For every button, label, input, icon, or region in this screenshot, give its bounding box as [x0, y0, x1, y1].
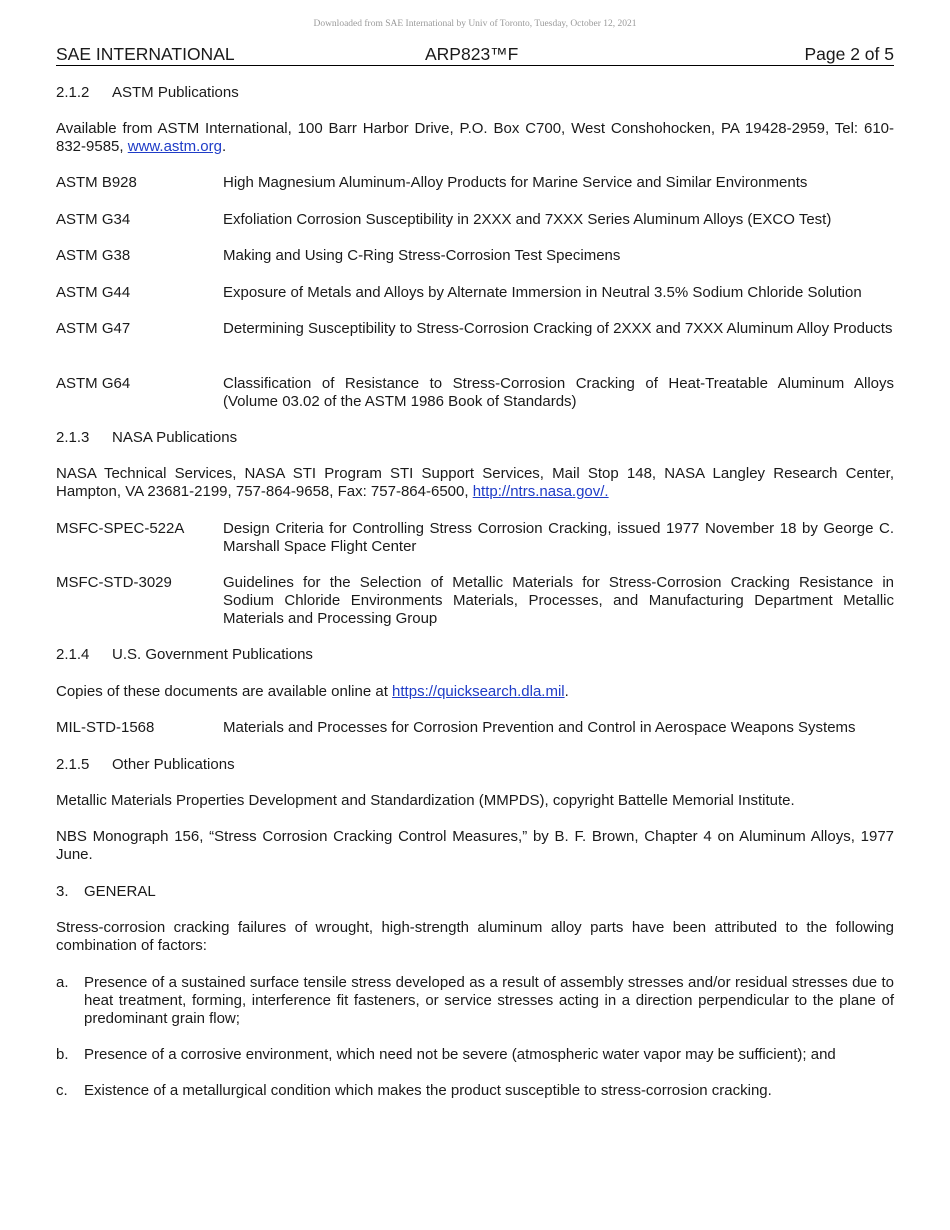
reference-code: ASTM G64	[56, 375, 131, 392]
reference-title: Design Criteria for Controlling Stress Corrosion Cracking, issued 1977 November 18 by George C. Marshall Space Flight Center	[223, 520, 894, 555]
paragraph-end: .	[564, 683, 569, 700]
reference-msfc-spec-522a	[56, 520, 894, 556]
nasa-website-link[interactable]: http://ntrs.nasa.gov/.	[472, 483, 609, 500]
reference-title: Determining Susceptibility to Stress-Corrosion Cracking of 2XXX and 7XXX Aluminum Alloy Products	[223, 320, 893, 337]
reference-code: MSFC-SPEC-522A	[56, 520, 185, 537]
reference-code: ASTM G47	[56, 320, 131, 337]
paragraph-text: Copies of these documents are available online at	[56, 683, 393, 700]
reference-code: ASTM G34	[56, 211, 131, 228]
reference-astm-b928	[56, 174, 894, 192]
download-watermark: Downloaded from SAE International by Univ of Toronto, Tuesday, October 12, 2021	[313, 19, 637, 29]
list-text: Existence of a metallurgical condition which makes the product susceptible to stress-corrosion cracking.	[84, 1082, 772, 1099]
reference-code: ASTM G44	[56, 284, 131, 301]
reference-title: Exfoliation Corrosion Susceptibility in 2XXX and 7XXX Series Aluminum Alloys (EXCO Test)	[223, 211, 832, 228]
general-intro-paragraph	[56, 919, 894, 955]
section-title: GENERAL	[84, 883, 156, 900]
nbs-monograph-paragraph	[56, 828, 894, 864]
header-publisher: SAE INTERNATIONAL	[56, 44, 235, 64]
list-marker: b.	[56, 1046, 69, 1063]
reference-title: Classification of Resistance to Stress-Corrosion Cracking of Heat-Treatable Aluminum Alloys (Volume 03.02 of the ASTM 1986 Book of Standards)	[223, 375, 894, 410]
section-title: ASTM Publications	[112, 84, 239, 101]
section-number: 2.1.2	[56, 84, 90, 101]
reference-title: Guidelines for the Selection of Metallic Materials for Stress-Corrosion Cracking Resistance in Sodium Chloride Environments Materials, Processes, and Manufacturing Department Metallic Materials and Processing Group	[223, 574, 894, 627]
list-item-b	[56, 1046, 894, 1064]
section-number: 2.1.4	[56, 646, 90, 663]
paragraph-text: NASA Technical Services, NASA STI Program STI Support Services, Mail Stop 148, NASA Langley Research Center, Hampton, VA 23681-2199, 757-864-9658, Fax: 757-864-6500,	[56, 465, 894, 500]
astm-address-paragraph	[56, 120, 894, 156]
reference-astm-g44	[56, 284, 894, 302]
section-number: 2.1.3	[56, 429, 90, 446]
section-heading-2-1-4	[56, 646, 313, 664]
astm-website-link[interactable]: www.astm.org	[127, 138, 222, 155]
reference-code: MIL-STD-1568	[56, 719, 155, 736]
gov-copies-paragraph	[56, 683, 894, 701]
list-text: Presence of a corrosive environment, which need not be severe (atmospheric water vapor may be sufficient); and	[84, 1046, 836, 1063]
section-number: 2.1.5	[56, 756, 90, 773]
section-heading-2-1-2	[56, 84, 239, 102]
page-header	[56, 44, 894, 66]
reference-title: Making and Using C-Ring Stress-Corrosion Test Specimens	[223, 247, 621, 264]
list-marker: a.	[56, 974, 69, 991]
section-heading-2-1-3	[56, 429, 237, 447]
paragraph-text: Available from ASTM International, 100 Barr Harbor Drive, P.O. Box C700, West Conshohocken, PA 19428-2959, Tel: 610-832-9585,	[56, 120, 894, 155]
reference-code: ASTM G38	[56, 247, 131, 264]
paragraph-end: .	[221, 138, 227, 155]
paragraph-text: Stress-corrosion cracking failures of wrought, high-strength aluminum alloy parts have been attributed to the following combination of factors:	[56, 919, 894, 954]
section-title: Other Publications	[112, 756, 235, 773]
reference-astm-g38	[56, 247, 894, 265]
section-heading-3	[56, 883, 156, 901]
reference-title: Materials and Processes for Corrosion Prevention and Control in Aerospace Weapons Systems	[223, 719, 856, 736]
list-item-a	[56, 974, 894, 1028]
quicksearch-link[interactable]: https://quicksearch.dla.mil	[392, 683, 565, 700]
reference-astm-g34	[56, 211, 894, 229]
nasa-address-paragraph	[56, 465, 894, 501]
reference-mil-std-1568	[56, 719, 894, 737]
list-marker: c.	[56, 1082, 68, 1099]
reference-title: High Magnesium Aluminum-Alloy Products for Marine Service and Similar Environments	[223, 174, 808, 191]
mmpds-paragraph	[56, 792, 894, 810]
paragraph-text: NBS Monograph 156, “Stress Corrosion Cracking Control Measures,” by B. F. Brown, Chapter 4 on Aluminum Alloys, 1977 June.	[56, 828, 894, 863]
list-item-c	[56, 1082, 894, 1100]
reference-msfc-std-3029	[56, 574, 894, 628]
reference-astm-g47	[56, 320, 894, 338]
section-number: 3.	[56, 883, 69, 900]
reference-code: MSFC-STD-3029	[56, 574, 172, 591]
section-title: U.S. Government Publications	[112, 646, 313, 663]
header-page-number: Page 2 of 5	[804, 44, 894, 64]
list-text: Presence of a sustained surface tensile stress developed as a result of assembly stresses and/or residual stresses due to heat treatment, forming, interference fit fasteners, or service stresses acting in a direction perpendicular to the plane of predominant grain flow;	[84, 974, 894, 1027]
reference-astm-g64	[56, 375, 894, 411]
reference-title: Exposure of Metals and Alloys by Alternate Immersion in Neutral 3.5% Sodium Chloride Solution	[223, 284, 862, 301]
header-doc-number: ARP823™F	[425, 44, 519, 64]
section-heading-2-1-5	[56, 756, 235, 774]
reference-code: ASTM B928	[56, 174, 137, 191]
section-title: NASA Publications	[112, 429, 238, 446]
paragraph-text: Metallic Materials Properties Development and Standardization (MMPDS), copyright Battelle Memorial Institute.	[56, 792, 795, 809]
